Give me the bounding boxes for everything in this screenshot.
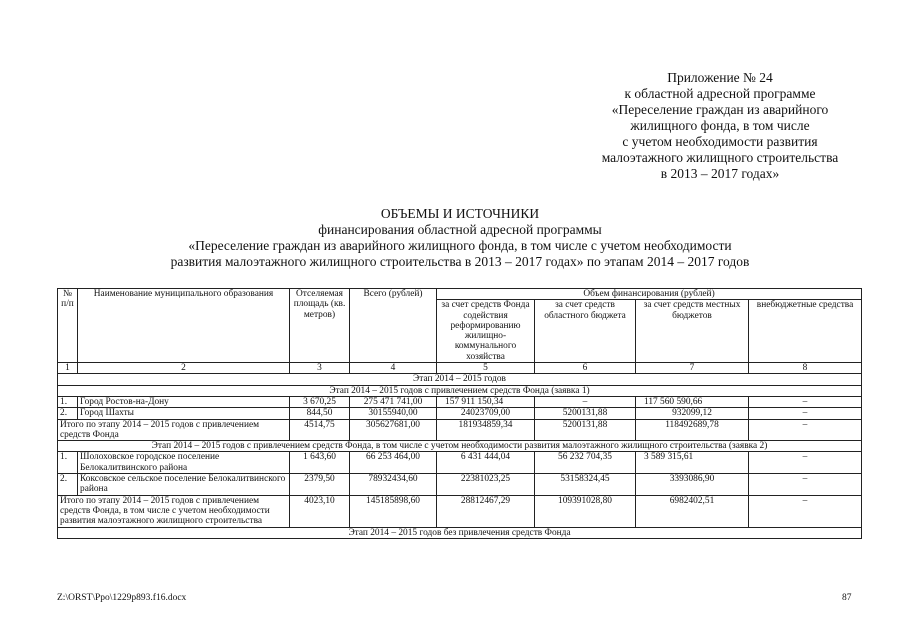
table-row — [58, 452, 862, 474]
appendix-line: малоэтажного жилищного строительства — [601, 150, 839, 165]
cell-no: 1. — [58, 452, 78, 474]
appendix-line: в 2013 – 2017 годах» — [660, 166, 780, 181]
column-number-row — [58, 363, 862, 374]
cell-area: 3 670,25 — [290, 396, 350, 407]
stage-subheading-row — [58, 441, 862, 452]
title-line: «Переселение граждан из аварийного жилищного фонда, в том числе с учетом необходимости — [188, 238, 732, 253]
appendix-line: «Переселение граждан из аварийного — [611, 102, 829, 117]
title-line: развития малоэтажного жилищного строительства в 2013 – 2017 годах» по этапам 2014 – 2017 годов — [170, 254, 750, 269]
cell-extra: – — [749, 396, 862, 407]
appendix-header — [560, 70, 880, 182]
total-total: 145185898,60 — [350, 495, 437, 527]
header-name: Наименование муниципального образования — [78, 289, 290, 363]
table-row — [58, 408, 862, 419]
total-fund: 28812467,29 — [437, 495, 535, 527]
appendix-line: жилищного фонда, в том числе — [630, 118, 810, 133]
cell-local: 3 589 315,61 — [636, 452, 749, 474]
cell-name: Коксовское сельское поселение Белокалитвинского района — [78, 474, 290, 496]
stage-subheading: Этап 2014 – 2015 годов без привлечения средств Фонда — [58, 527, 862, 538]
document-title — [100, 206, 820, 270]
appendix-line: к областной адресной программе — [624, 86, 816, 101]
table-row — [58, 474, 862, 496]
header-extra: внебюджетные средства — [749, 300, 862, 363]
cell-total: 78932434,60 — [350, 474, 437, 496]
total-label: Итого по этапу 2014 – 2015 годов с привлечением средств Фонда, в том числе с учетом необходимости развития малоэтажного жилищного строительства — [58, 495, 290, 527]
stage-subheading: Этап 2014 – 2015 годов с привлечением средств Фонда, в том числе с учетом необходимости развития малоэтажного жилищного строительства (заявка 2) — [58, 441, 862, 452]
cell-name: Город Ростов-на-Дону — [78, 396, 290, 407]
cell-region: 5200131,88 — [535, 408, 636, 419]
col-number: 5 — [437, 363, 535, 374]
cell-fund: 157 911 150,34 — [437, 396, 535, 407]
table-row — [58, 396, 862, 407]
cell-area: 2379,50 — [290, 474, 350, 496]
col-number: 1 — [58, 363, 78, 374]
header-no: № п/п — [58, 289, 78, 363]
total-area: 4514,75 — [290, 419, 350, 441]
total-local: 6982402,51 — [636, 495, 749, 527]
cell-fund: 22381023,25 — [437, 474, 535, 496]
cell-region: 53158324,45 — [535, 474, 636, 496]
stage-subheading-row — [58, 385, 862, 396]
title-line: финансирования областной адресной программы — [318, 222, 602, 237]
total-local: 118492689,78 — [636, 419, 749, 441]
total-region: 109391028,80 — [535, 495, 636, 527]
cell-area: 844,50 — [290, 408, 350, 419]
financing-table — [57, 288, 862, 539]
cell-region: 56 232 704,35 — [535, 452, 636, 474]
header-fund: за счет средств Фонда содействия реформированию жилищно-коммунального хозяйства — [437, 300, 535, 363]
total-row — [58, 419, 862, 441]
cell-local: 3393086,90 — [636, 474, 749, 496]
total-extra: – — [749, 419, 862, 441]
cell-extra: – — [749, 408, 862, 419]
cell-total: 275 471 741,00 — [350, 396, 437, 407]
cell-fund: 6 431 444,04 — [437, 452, 535, 474]
title-line: ОБЪЕМЫ И ИСТОЧНИКИ — [380, 206, 540, 221]
header-local: за счет средств местных бюджетов — [636, 300, 749, 363]
total-area: 4023,10 — [290, 495, 350, 527]
col-number: 2 — [78, 363, 290, 374]
header-area: Отселяемая площадь (кв. метров) — [290, 289, 350, 363]
cell-no: 2. — [58, 408, 78, 419]
total-total: 305627681,00 — [350, 419, 437, 441]
stage-subheading: Этап 2014 – 2015 годов с привлечением средств Фонда (заявка 1) — [58, 385, 862, 396]
total-region: 5200131,88 — [535, 419, 636, 441]
cell-local: 932099,12 — [636, 408, 749, 419]
cell-no: 2. — [58, 474, 78, 496]
total-extra: – — [749, 495, 862, 527]
header-total: Всего (рублей) — [350, 289, 437, 363]
stage-subheading-row — [58, 527, 862, 538]
appendix-line: с учетом необходимости развития — [622, 134, 818, 149]
cell-area: 1 643,60 — [290, 452, 350, 474]
cell-name: Город Шахты — [78, 408, 290, 419]
cell-extra: – — [749, 452, 862, 474]
cell-no: 1. — [58, 396, 78, 407]
cell-total: 30155940,00 — [350, 408, 437, 419]
col-number: 6 — [535, 363, 636, 374]
page-number: 87 — [842, 593, 852, 603]
col-number: 8 — [749, 363, 862, 374]
total-fund: 181934859,34 — [437, 419, 535, 441]
col-number: 7 — [636, 363, 749, 374]
file-path: Z:\ORST\Ppo\1229p893.f16.docx — [57, 593, 187, 603]
stage-row — [58, 374, 862, 385]
cell-local: 117 560 590,66 — [636, 396, 749, 407]
total-row — [58, 495, 862, 527]
cell-total: 66 253 464,00 — [350, 452, 437, 474]
header-region: за счет средств областного бюджета — [535, 300, 636, 363]
table-header-row — [58, 289, 862, 300]
cell-region: – — [535, 396, 636, 407]
appendix-line: Приложение № 24 — [667, 70, 773, 85]
col-number: 3 — [290, 363, 350, 374]
total-label: Итого по этапу 2014 – 2015 годов с привлечением средств Фонда — [58, 419, 290, 441]
cell-fund: 24023709,00 — [437, 408, 535, 419]
col-number: 4 — [350, 363, 437, 374]
stage-title: Этап 2014 – 2015 годов — [58, 374, 862, 385]
cell-extra: – — [749, 474, 862, 496]
header-financing-group: Объем финансирования (рублей) — [437, 289, 862, 300]
cell-name: Шолоховское городское поселение Белокалитвинского района — [78, 452, 290, 474]
